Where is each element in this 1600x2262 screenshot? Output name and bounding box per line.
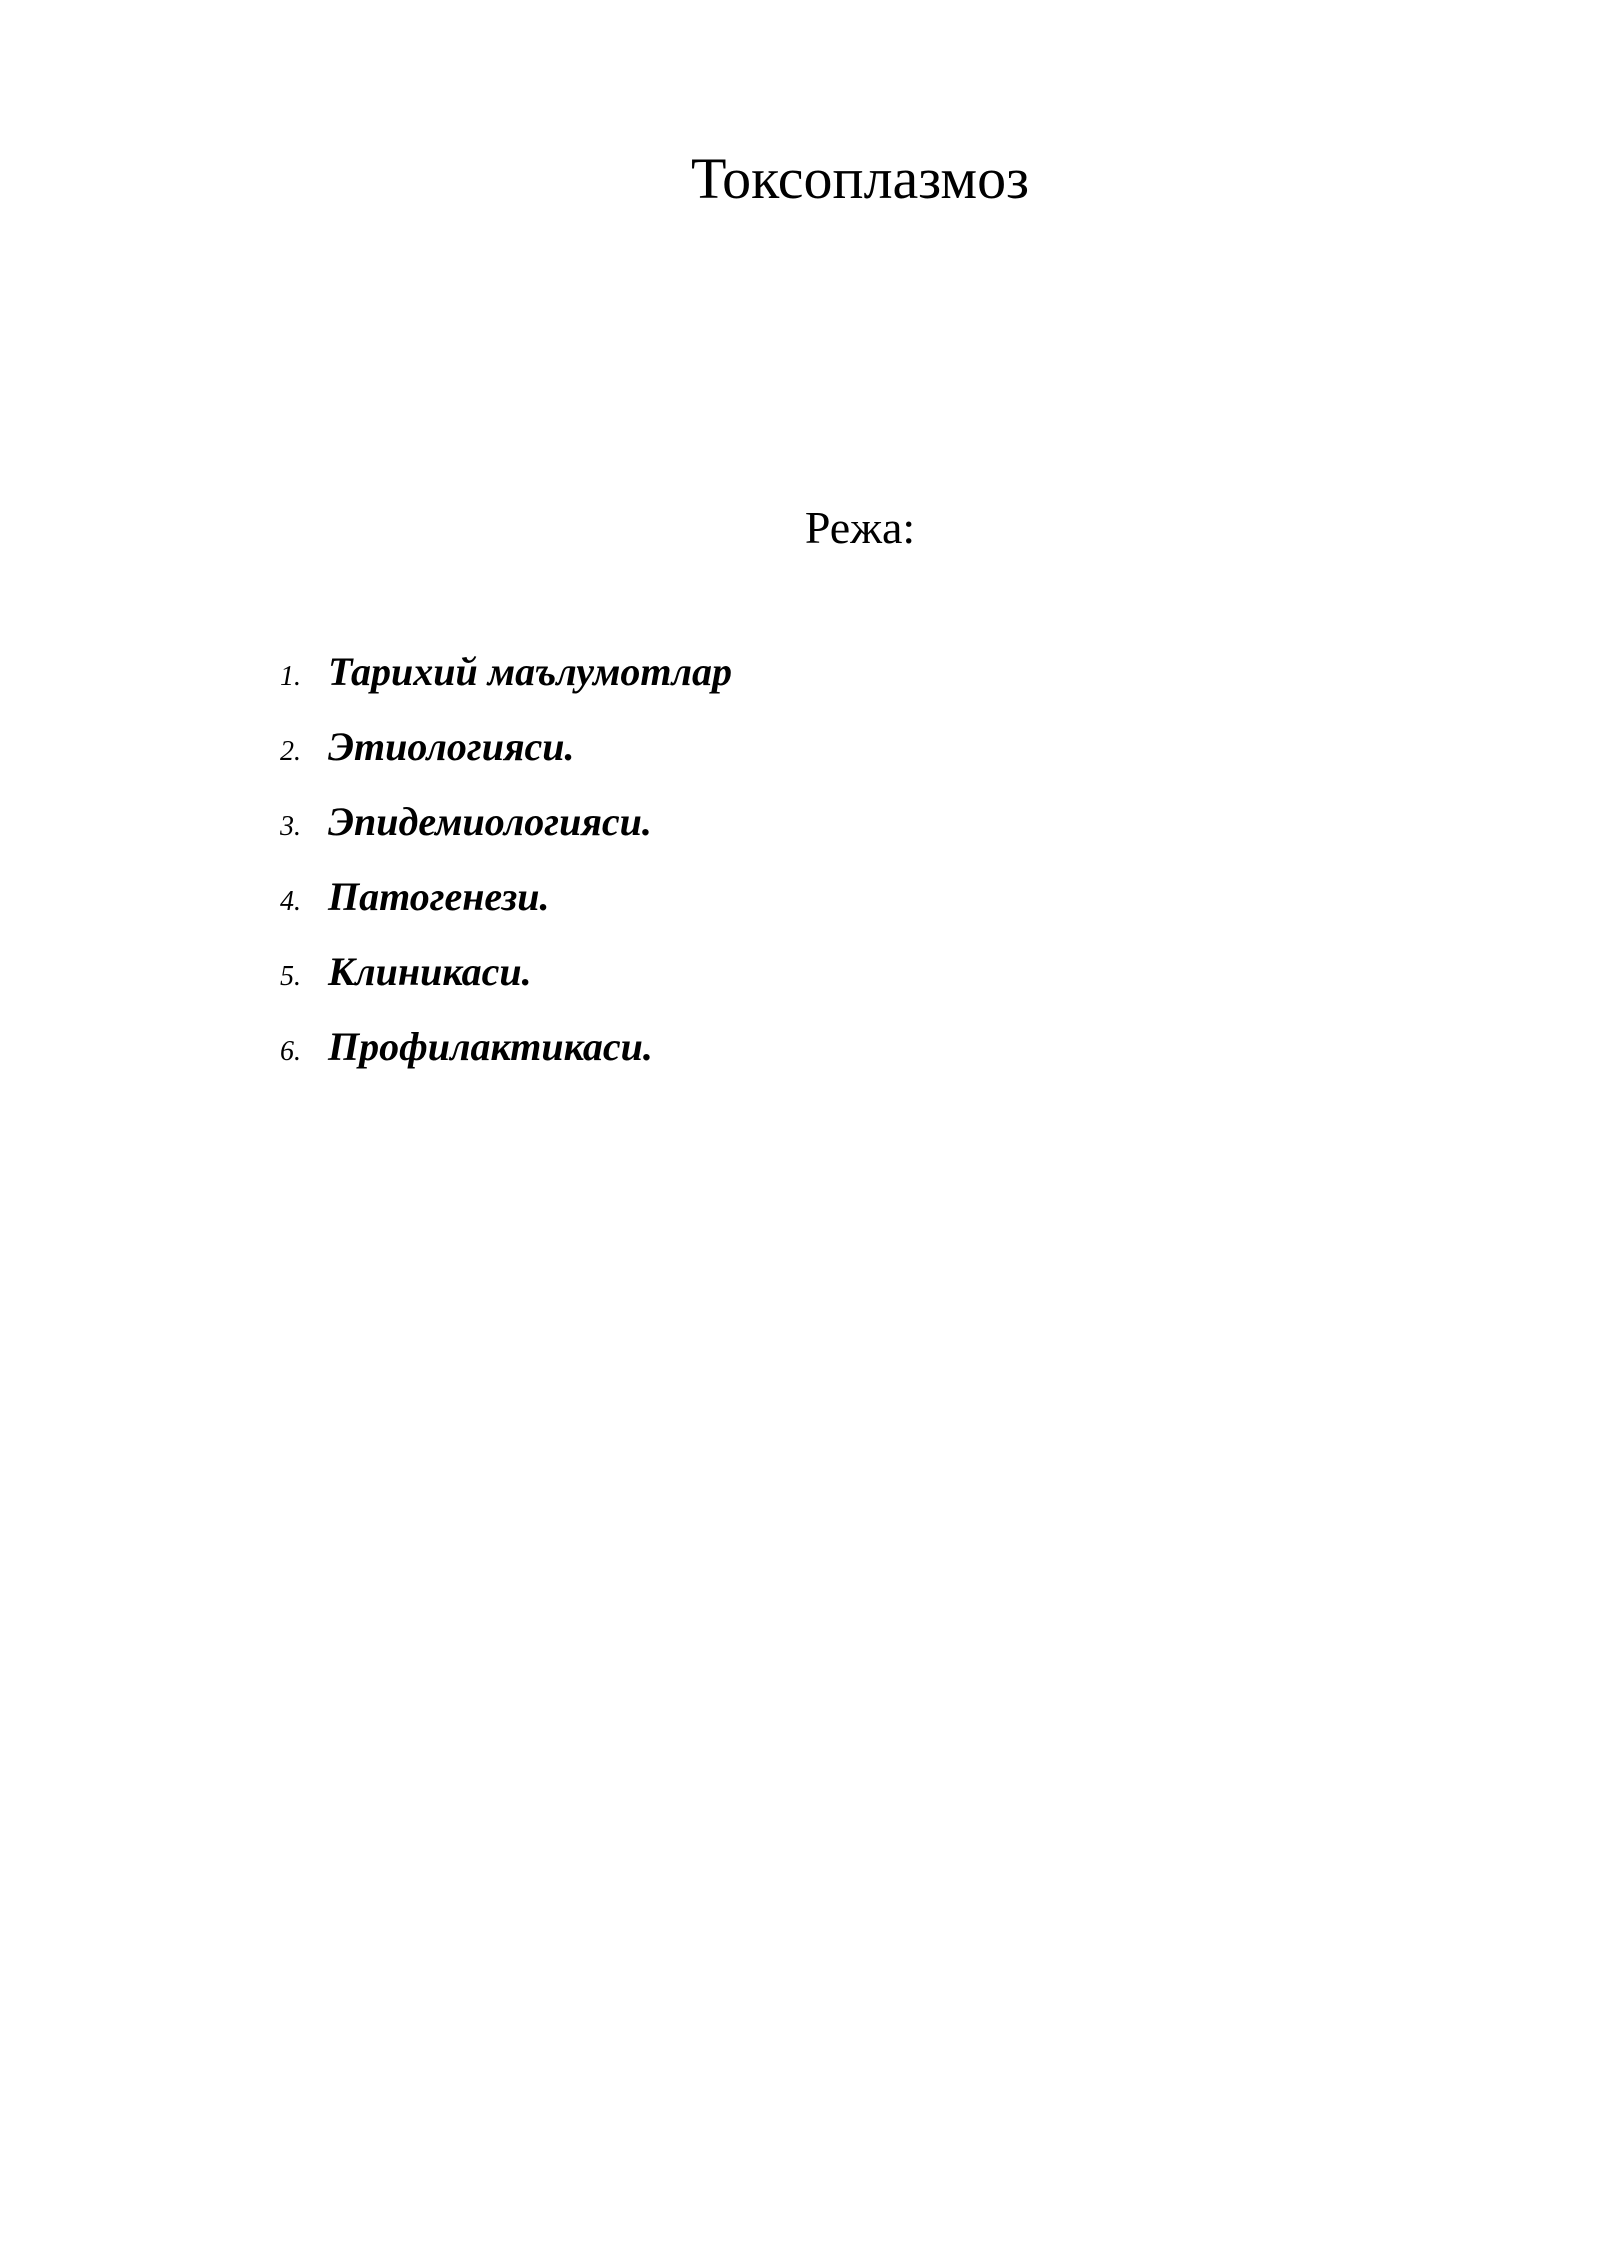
- plan-heading: Режа:: [804, 502, 916, 553]
- document-title: Токсоплазмоз: [691, 146, 1029, 211]
- list-item: [280, 723, 732, 798]
- list-item-number: 1.: [280, 661, 301, 692]
- list-item-label: Этиологияси.: [328, 724, 575, 769]
- list-item: [280, 798, 732, 873]
- list-item: [280, 948, 732, 1023]
- list-item: [280, 1023, 732, 1098]
- list-item-label: Патогенези.: [328, 874, 550, 919]
- list-item-number: 6.: [280, 1036, 301, 1067]
- list-item-label: Эпидемиологияси.: [328, 799, 652, 844]
- list-item: [280, 648, 732, 723]
- plan-list: [280, 648, 732, 1098]
- list-item-number: 2.: [280, 736, 301, 767]
- list-item-label: Профилактикаси.: [328, 1024, 653, 1069]
- list-item: [280, 873, 732, 948]
- list-item-number: 3.: [280, 811, 301, 842]
- list-item-label: Тарихий маълумотлар: [328, 649, 733, 694]
- list-item-number: 4.: [280, 886, 301, 917]
- list-item-number: 5.: [280, 961, 301, 992]
- list-item-label: Клиникаси.: [328, 949, 532, 994]
